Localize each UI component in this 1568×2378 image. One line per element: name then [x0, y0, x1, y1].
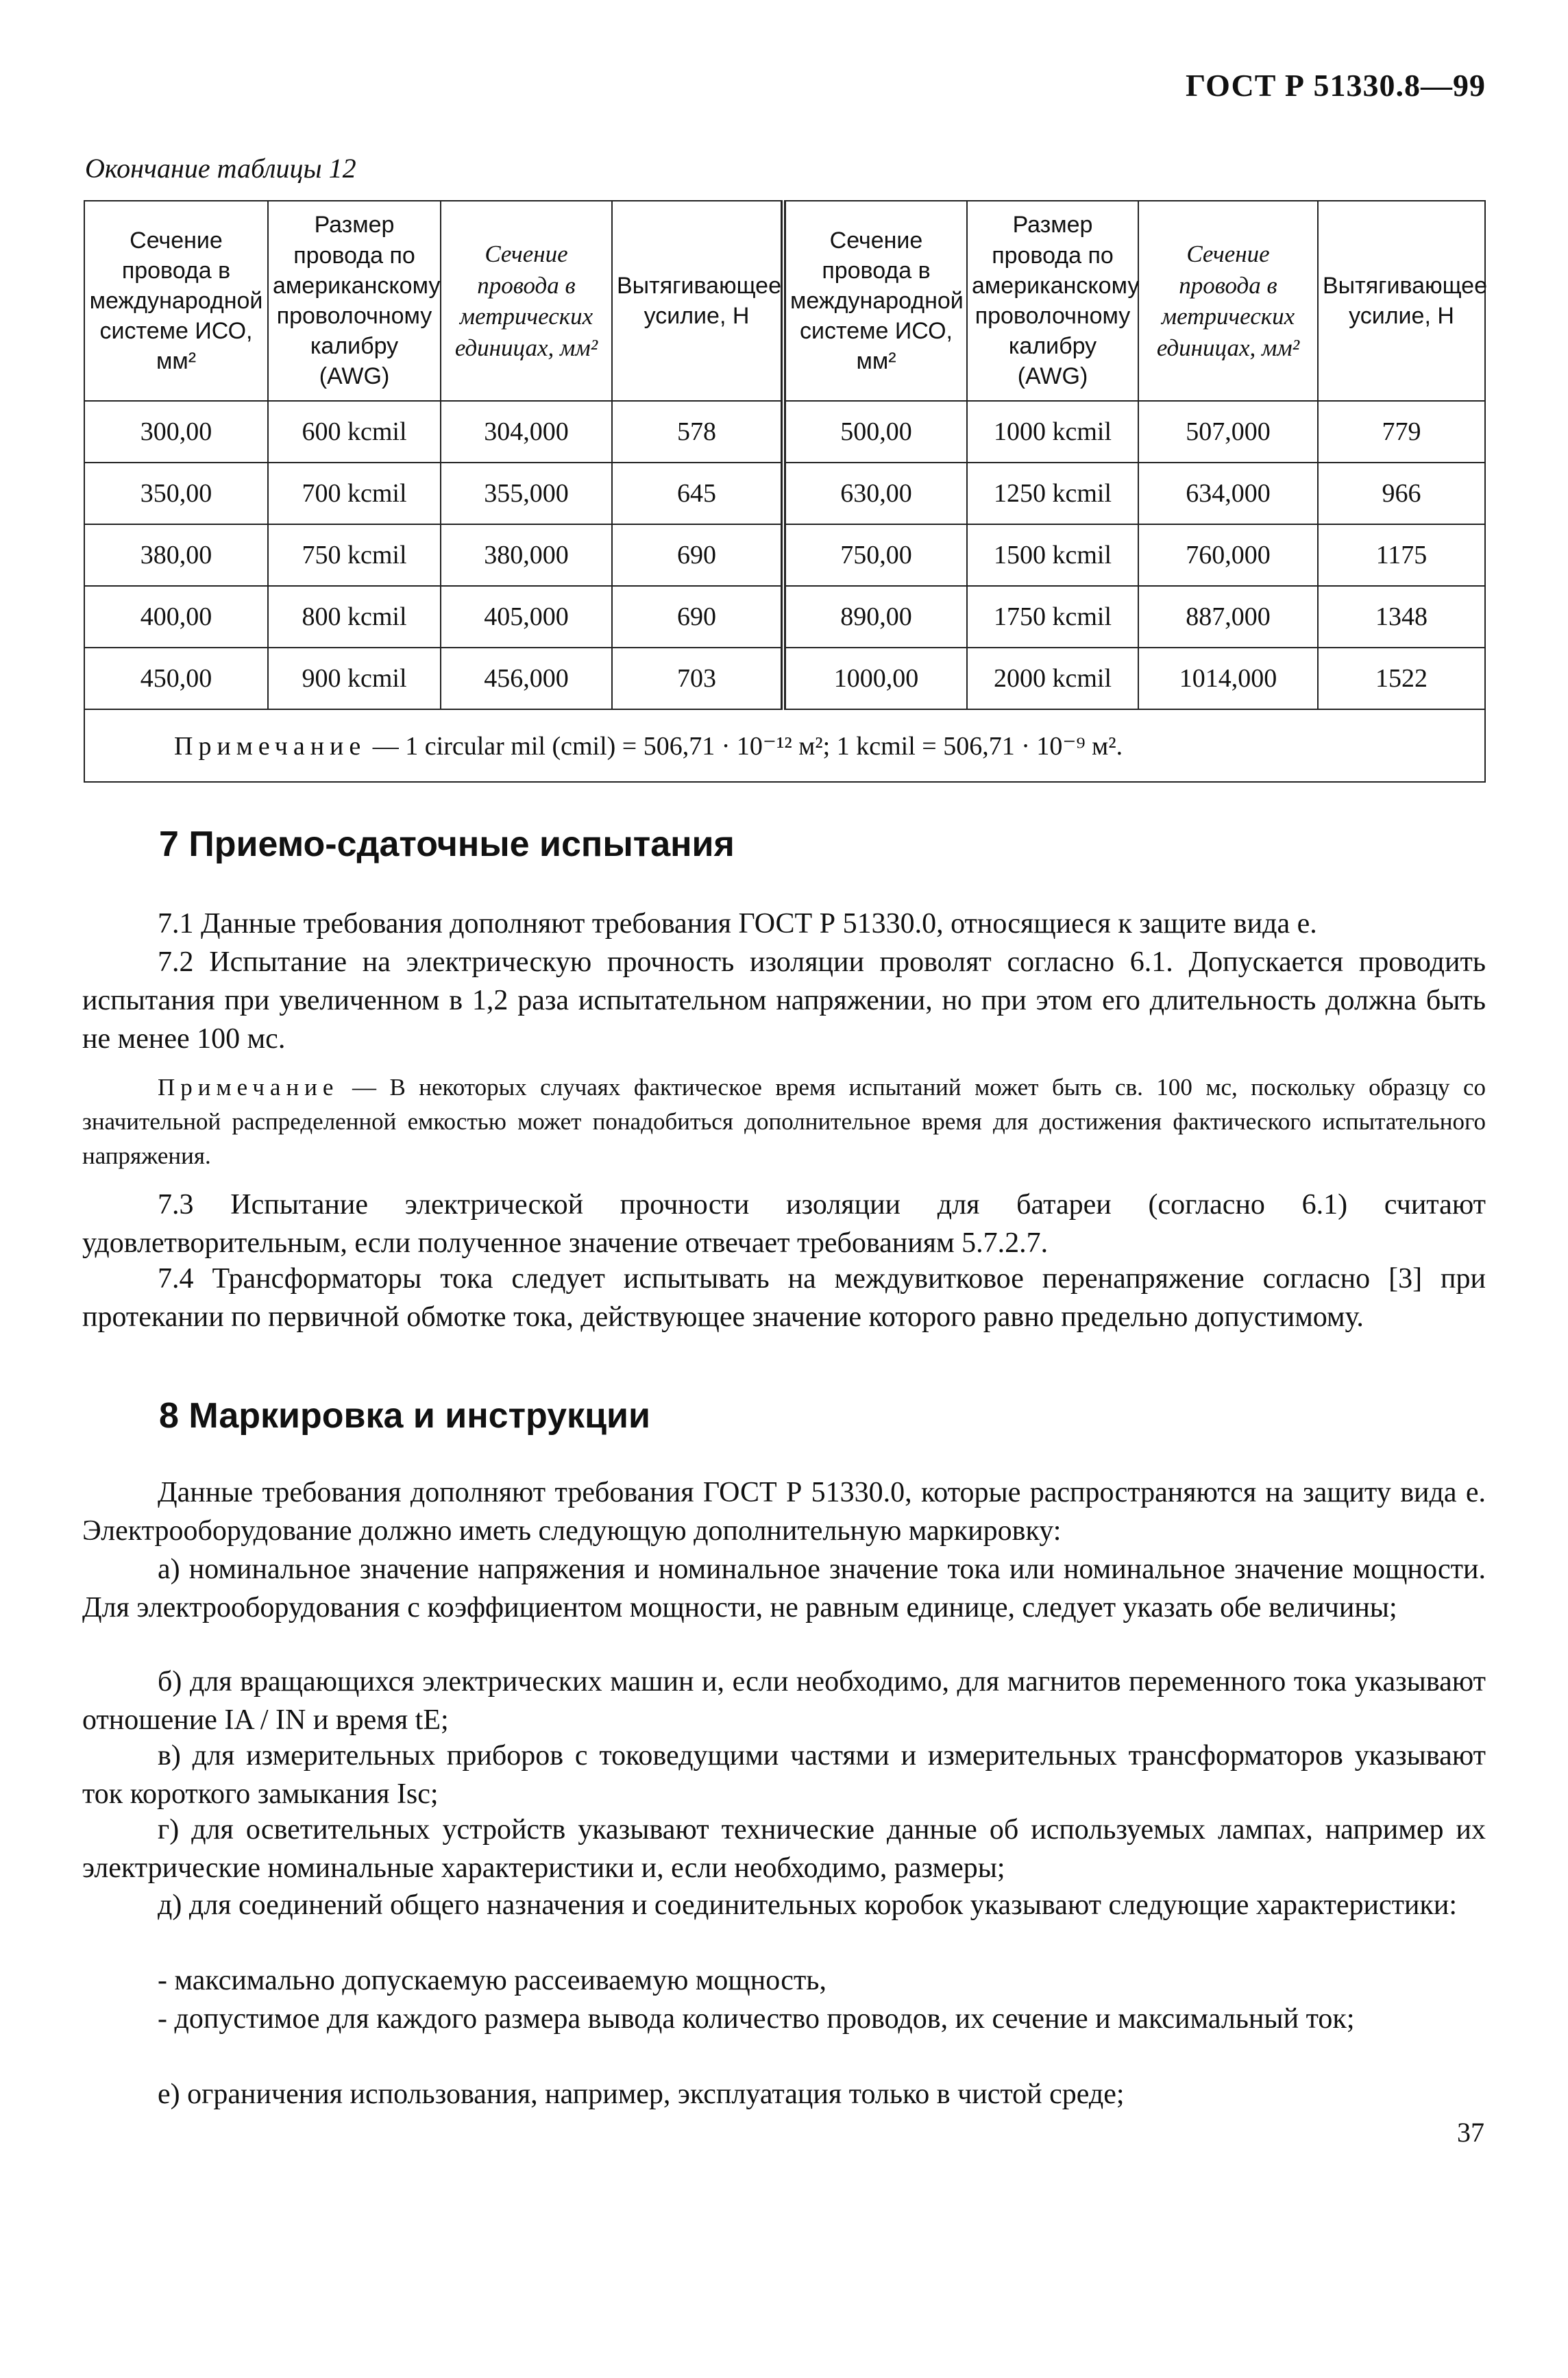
document-code: ГОСТ Р 51330.8—99: [1186, 68, 1486, 103]
table-note-row: [84, 709, 1485, 782]
table-cell: 2000 kcmil: [967, 648, 1138, 709]
table-cell: 1000,00: [783, 648, 967, 709]
table-cell: 900 kcmil: [268, 648, 441, 709]
header-awg-size: Размер провода по американскому проволочному калибру (AWG): [268, 201, 441, 401]
table-cell: 1000 kcmil: [967, 401, 1138, 463]
header-pull-force-2: Вытягивающее усилие, Н: [1318, 201, 1485, 401]
table-row: [84, 401, 1485, 463]
table-cell: 500,00: [783, 401, 967, 463]
table-cell: 700 kcmil: [268, 463, 441, 524]
section-8-title: 8 Маркировка и инструкции: [159, 1396, 650, 1436]
list-item-d: г) для осветительных устройств указывают технические данные об используемых лампах, например их электрические номинальные характеристики и, если необходимо, размеры;: [82, 1814, 1486, 1884]
list-item-f: е) ограничения использования, например, эксплуатация только в чистой среде;: [158, 2079, 1125, 2110]
paragraph-7-1: 7.1 Данные требования дополняют требования ГОСТ Р 51330.0, относящиеся к защите вида e.: [158, 908, 1317, 940]
paragraph-7-4: 7.4 Трансформаторы тока следует испытывать на междувитковое перенапряжение согласно [3] при протекании по первичной обмотке тока, действующее значение которого равно предельно допустимому.: [82, 1263, 1486, 1333]
table-cell: 304,000: [441, 401, 612, 463]
dash-item-power: - максимально допускаемую рассеиваемую мощность,: [158, 1965, 826, 1996]
table-cell: 966: [1318, 463, 1485, 524]
table-cell: 634,000: [1138, 463, 1318, 524]
table-cell: 507,000: [1138, 401, 1318, 463]
list-item-b: б) для вращающихся электрических машин и, если необходимо, для магнитов переменного тока указывают отношение IA / IN и время tE;: [82, 1666, 1486, 1736]
table-cell: 887,000: [1138, 586, 1318, 648]
table-row: [84, 586, 1485, 648]
table-cell: 690: [612, 524, 783, 586]
paragraph-7-2: 7.2 Испытание на электрическую прочность изоляции проволят согласно 6.1. Допускается проводить испытания при увеличенном в 1,2 раза испытательном напряжении, но при этом его длительность должна быть не менее 100 мс.: [82, 946, 1486, 1055]
table-cell: 1500 kcmil: [967, 524, 1138, 586]
table-row: [84, 524, 1485, 586]
table-cell: 800 kcmil: [268, 586, 441, 648]
table-cell: 890,00: [783, 586, 967, 648]
table-cell: 1750 kcmil: [967, 586, 1138, 648]
table-cell: 300,00: [84, 401, 268, 463]
header-metric-section-2: Сечение провода в метрических единицах, мм²: [1138, 201, 1318, 401]
table-cell: 456,000: [441, 648, 612, 709]
table-cell: 380,000: [441, 524, 612, 586]
table-cell: 450,00: [84, 648, 268, 709]
table-row: [84, 648, 1485, 709]
table-cell: 600 kcmil: [268, 401, 441, 463]
paragraph-7-3: 7.3 Испытание электрической прочности изоляции для батареи (согласно 6.1) считают удовлетворительным, если полученное значение отвечает требованиям 5.7.2.7.: [82, 1189, 1486, 1259]
header-pull-force: Вытягивающее усилие, Н: [612, 201, 783, 401]
table-note: [84, 709, 1485, 782]
table-cell: 630,00: [783, 463, 967, 524]
table-note-label: Примечание: [174, 731, 367, 761]
table-cell: 703: [612, 648, 783, 709]
table-cell: 405,000: [441, 586, 612, 648]
section-7-note: [82, 1070, 1486, 1173]
table-cell: 760,000: [1138, 524, 1318, 586]
section-7-note-label: Примечание: [158, 1074, 339, 1101]
list-item-a: а) номинальное значение напряжения и номинальное значение тока или номинальное значение мощности. Для электрооборудования с коэффициентом мощности, не равным единице, следует указать обе величины;: [82, 1554, 1486, 1623]
list-item-e: д) для соединений общего назначения и соединительных коробок указывают следующие характеристики:: [158, 1889, 1458, 1921]
table-cell: 779: [1318, 401, 1485, 463]
section-7-note-text: — В некоторых случаях фактическое время испытаний может быть св. 100 мс, поскольку образцу со значительной распределенной емкостью может понадобиться дополнительное время для достижения фактического испытательного напряжения.: [82, 1074, 1486, 1169]
table-cell: 355,000: [441, 463, 612, 524]
table-cell: 1175: [1318, 524, 1485, 586]
table-cell: 350,00: [84, 463, 268, 524]
section-7-title: 7 Приемо-сдаточные испытания: [159, 824, 735, 864]
table-cell: 645: [612, 463, 783, 524]
table-cell: 750,00: [783, 524, 967, 586]
table-cell: 1348: [1318, 586, 1485, 648]
table-cell: 1250 kcmil: [967, 463, 1138, 524]
table-cell: 1522: [1318, 648, 1485, 709]
table-cell: 750 kcmil: [268, 524, 441, 586]
paragraph-8-intro: Данные требования дополняют требования ГОСТ Р 51330.0, которые распространяются на защиту вида e. Электрооборудование должно иметь следующую дополнительную маркировку:: [82, 1477, 1486, 1547]
table-cell: 690: [612, 586, 783, 648]
table-header-row: [84, 201, 1485, 401]
dash-item-wires: - допустимое для каждого размера вывода количество проводов, их сечение и максимальный ток;: [158, 2003, 1355, 2035]
list-item-c: в) для измерительных приборов с токоведущими частями и измерительных трансформаторов указывают ток короткого замыкания Isc;: [82, 1740, 1486, 1810]
header-iso-section: Сечение провода в международной системе ИСО, мм²: [84, 201, 268, 401]
table-cell: 1014,000: [1138, 648, 1318, 709]
header-metric-section: Сечение провода в метрических единицах, мм²: [441, 201, 612, 401]
table-cell: 400,00: [84, 586, 268, 648]
wire-table: [84, 200, 1486, 783]
table-cell: 380,00: [84, 524, 268, 586]
table-cell: 578: [612, 401, 783, 463]
header-iso-section-2: Сечение провода в международной системе ИСО, мм²: [783, 201, 967, 401]
table-caption: Окончание таблицы 12: [85, 153, 356, 184]
header-awg-size-2: Размер провода по американскому проволочному калибру (AWG): [967, 201, 1138, 401]
table-note-text: — 1 circular mil (cmil) = 506,71 · 10⁻¹² м²; 1 kcmil = 506,71 · 10⁻⁹ м².: [372, 731, 1123, 761]
page-number: 37: [1457, 2117, 1484, 2148]
table-row: [84, 463, 1485, 524]
